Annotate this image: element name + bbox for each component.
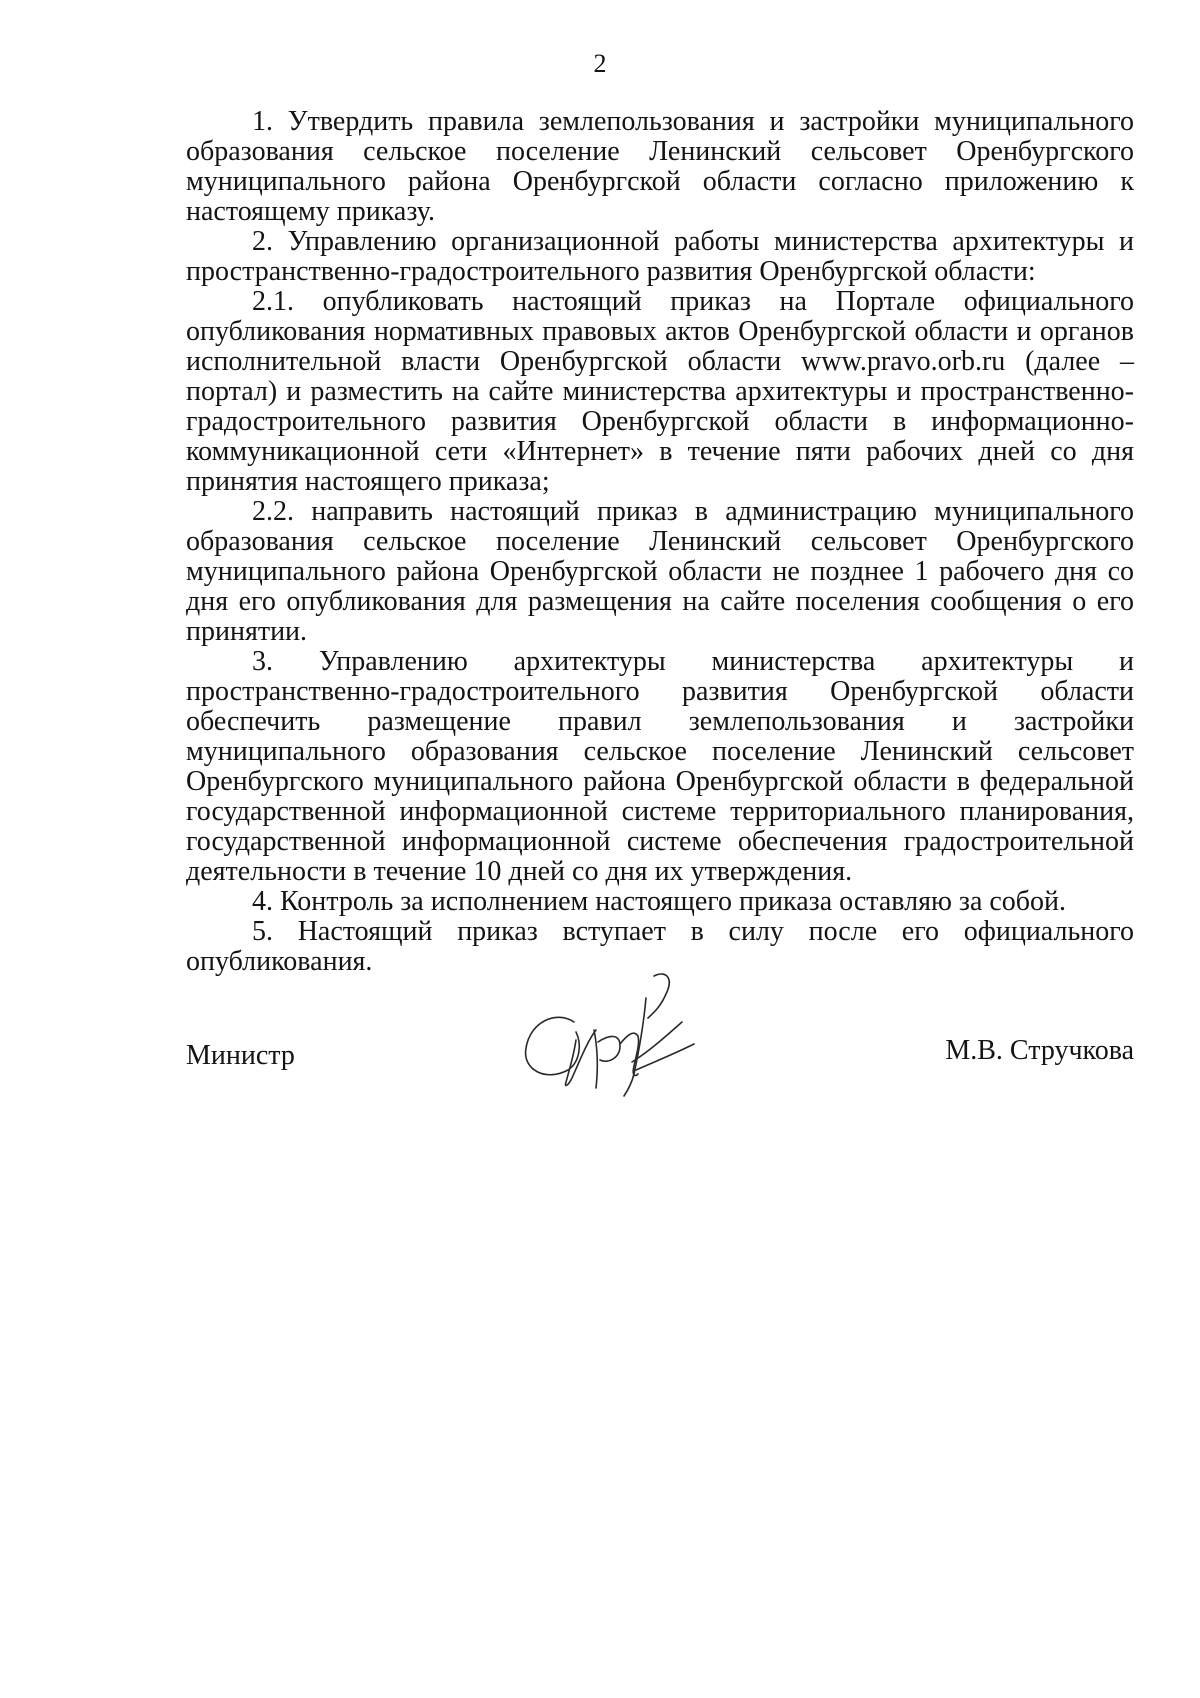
paragraph-2-1: 2.1. опубликовать настоящий приказ на Портале официального опубликования нормативных правовых актов Оренбургской области и органов исполнительной власти Оренбургской области www.pravo.orb.ru (далее – портал) и разместить на сайте министерства архитектуры и пространственно-градостроительного развития Оренбургской области в информационно-коммуникационной сети «Интернет» в течение пяти рабочих дней со дня принятия настоящего приказа; <box>186 286 1134 497</box>
order-body <box>186 107 1134 977</box>
paragraph-2-2: 2.2. направить настоящий приказ в администрацию муниципального образования сельское поселение Ленинский сельсовет Оренбургского муниципального района Оренбургской области не позднее 1 рабочего дня со дня его опубликования для размещения на сайте поселения сообщения о его принятии. <box>186 496 1134 647</box>
paragraph-2: 2. Управлению организационной работы министерства архитектуры и пространственно-градостроительного развития Оренбургской области: <box>186 226 1134 287</box>
paragraph-1: 1. Утвердить правила землепользования и застройки муниципального образования сельское поселение Ленинский сельсовет Оренбургского муниципального района Оренбургской области согласно приложению к настоящему приказу. <box>186 106 1134 227</box>
handwritten-signature-icon <box>516 970 716 1100</box>
page-number: 2 <box>593 49 607 78</box>
signer-name: М.В. Стручкова <box>945 1035 1134 1066</box>
paragraph-3: 3. Управлению архитектуры министерства архитектуры и пространственно-градостроительного развития Оренбургской области обеспечить размещение правил землепользования и застройки муниципального образования сельское поселение Ленинский сельсовет Оренбургского муниципального района Оренбургской области в федеральной государственной информационной системе территориального планирования, государственной информационной системе обеспечения градостроительной деятельности в течение 10 дней со дня их утверждения. <box>186 646 1134 887</box>
paragraph-4: 4. Контроль за исполнением настоящего приказа оставляю за собой. <box>252 886 1067 917</box>
signature-block <box>186 985 1134 1145</box>
signer-position: Министр <box>186 1040 295 1071</box>
paragraph-5: 5. Настоящий приказ вступает в силу после его официального опубликования. <box>186 916 1134 977</box>
